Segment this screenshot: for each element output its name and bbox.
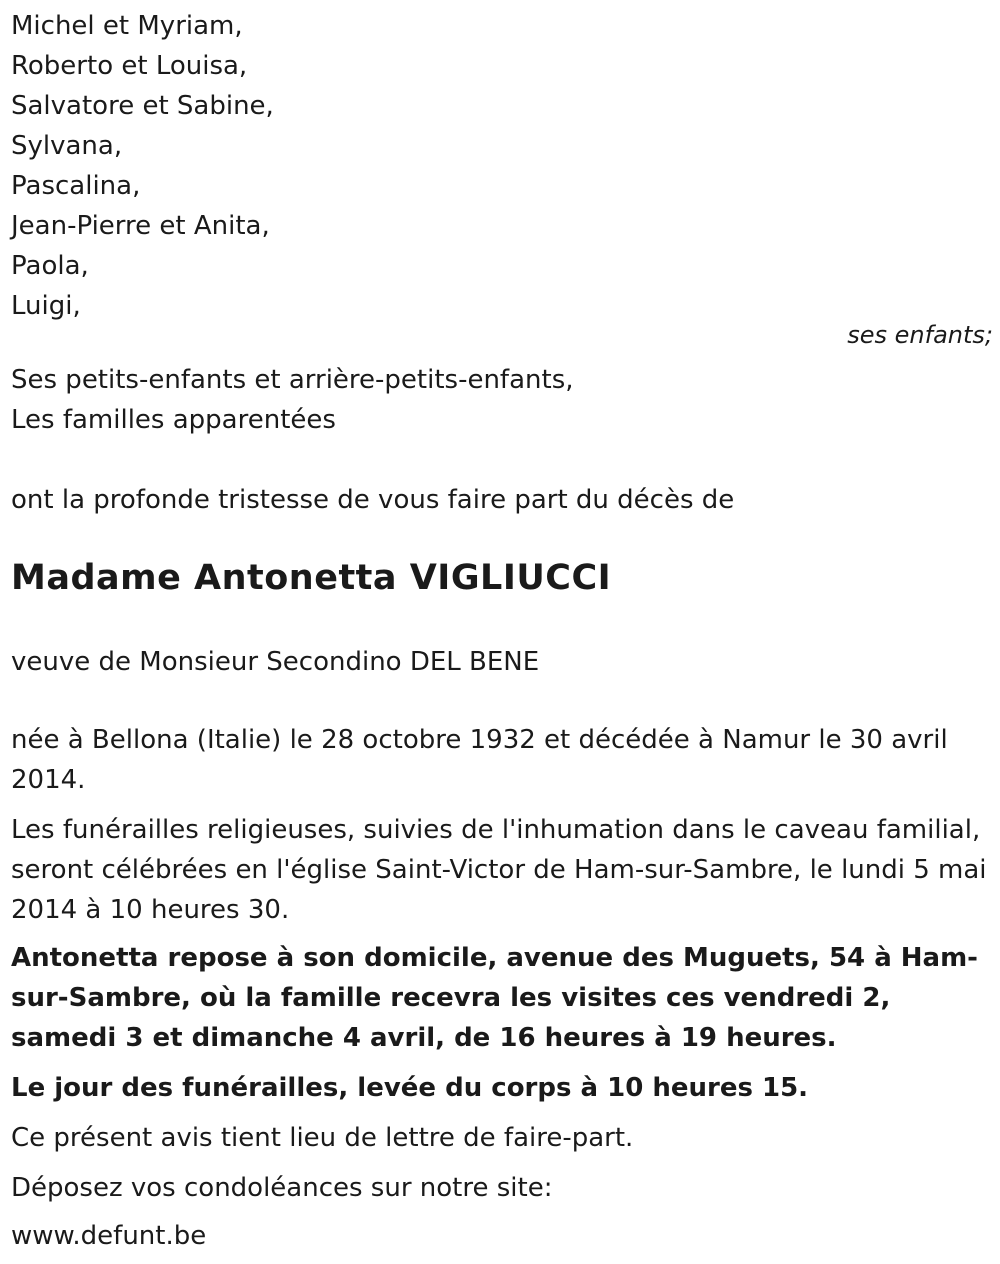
deceased-name: Madame Antonetta VIGLIUCCI xyxy=(11,558,612,598)
condolences-text: Déposez vos condoléances sur notre site: xyxy=(11,1173,553,1203)
child-name: Roberto et Louisa, xyxy=(11,51,248,81)
child-name: Pascalina, xyxy=(11,171,141,201)
obituary-notice xyxy=(11,6,993,1256)
grandchildren-line: Ses petits-enfants et arrière-petits-enfants, xyxy=(11,365,574,395)
birth-death-text: née à Bellona (Italie) le 28 octobre 1932 et décédée à Namur le 30 avril 2014. xyxy=(11,725,948,795)
child-name: Jean-Pierre et Anita, xyxy=(11,211,270,241)
levee-text: Le jour des funérailles, levée du corps à 10 heures 15. xyxy=(11,1073,809,1103)
website-link[interactable]: www.defunt.be xyxy=(11,1221,207,1251)
child-name: Luigi, xyxy=(11,291,81,321)
relatives-line: Les familles apparentées xyxy=(11,405,336,435)
child-name: Salvatore et Sabine, xyxy=(11,91,274,121)
resting-place-text: Antonetta repose à son domicile, avenue des Muguets, 54 à Ham-sur-Sambre, où la famille recevra les visites ces vendredi 2, samedi 3 et dimanche 4 avril, de 16 heures à 19 heures. xyxy=(11,943,978,1053)
children-role-label: ses enfants; xyxy=(847,321,993,349)
funeral-details: Les funérailles religieuses, suivies de l'inhumation dans le caveau familial, seront célébrées en l'église Saint-Victor de Ham-sur-Sambre, le lundi 5 mai 2014 à 10 heures 30. xyxy=(11,815,987,925)
notice-text: Ce présent avis tient lieu de lettre de faire-part. xyxy=(11,1123,634,1153)
child-name: Paola, xyxy=(11,251,89,281)
child-name: Michel et Myriam, xyxy=(11,11,243,41)
announcement-text: ont la profonde tristesse de vous faire part du décès de xyxy=(11,485,735,515)
widow-of-text: veuve de Monsieur Secondino DEL BENE xyxy=(11,647,540,677)
child-name: Sylvana, xyxy=(11,131,123,161)
extended-family xyxy=(11,360,993,440)
children-list xyxy=(11,6,993,326)
